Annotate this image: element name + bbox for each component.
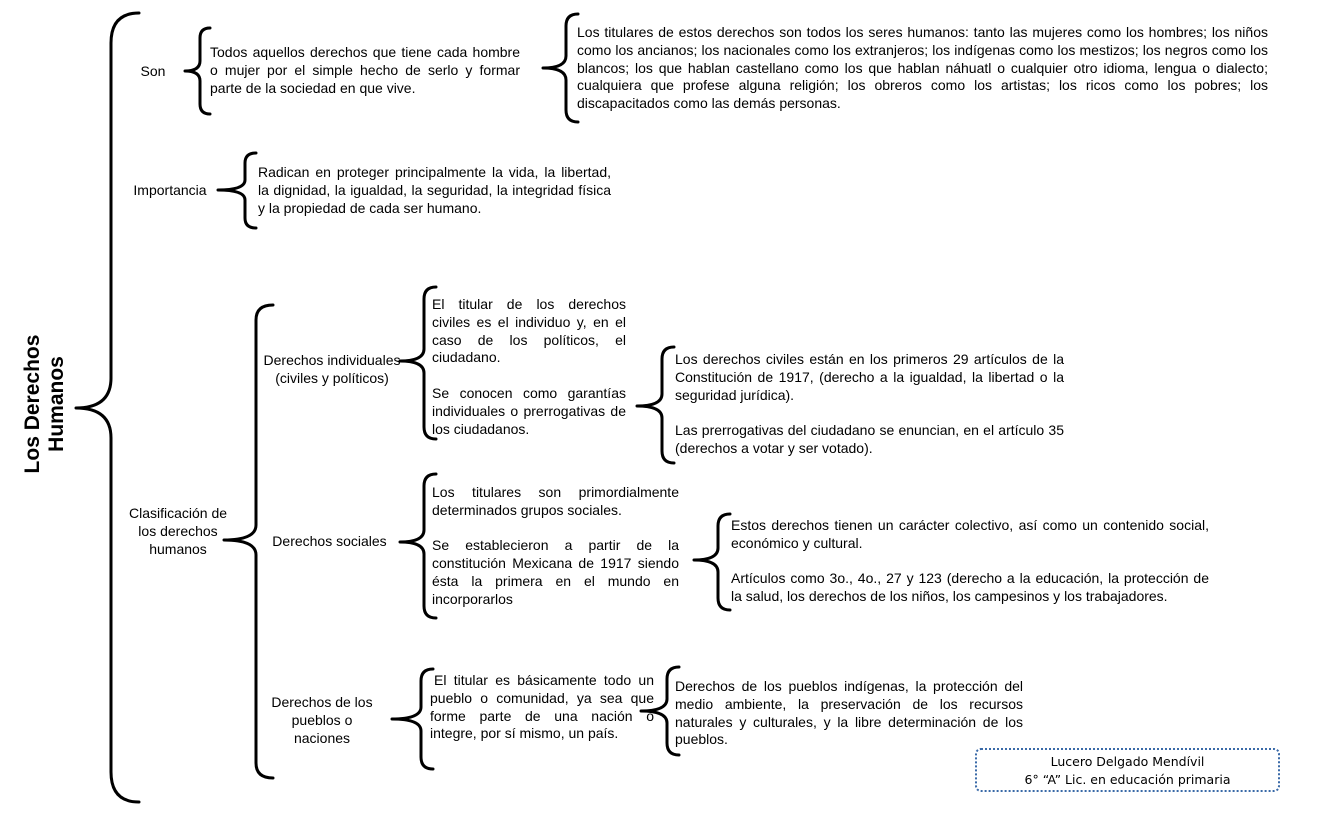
brace-individuales-extra [637, 347, 674, 463]
brace-individuales [400, 287, 436, 439]
individuales-details [432, 296, 626, 438]
brace-main [76, 13, 139, 802]
son-definition: Todos aquellos derechos que tiene cada hombre o mujer por el simple hecho de serlo y formar parte de la sociedad en que vive. [210, 44, 520, 96]
sociales-detail-2: Se establecieron a partir de la constitución Mexicana de 1917 siendo ésta la primera en el mundo en incorporarlos [432, 537, 679, 607]
author-course: 6° “A” Lic. en educación primaria [1024, 772, 1231, 787]
label-derechos-sociales: Derechos sociales [272, 533, 387, 549]
sociales-details [432, 484, 679, 609]
brace-son-holders [543, 14, 578, 122]
label-derechos-pueblos: Derechos de los pueblos o naciones [271, 694, 373, 746]
importancia-text: Radican en proteger principalmente la vida, la libertad, la dignidad, la igualdad, la seguridad, la integridad física y la propiedad de cada ser humano. [258, 164, 611, 216]
sociales-extra-1: Estos derechos tienen un carácter colectivo, así como un contenido social, económico y cultural. [731, 517, 1209, 551]
brace-pueblos [392, 669, 433, 769]
label-importancia: Importancia [133, 182, 207, 198]
label-son: Son [140, 63, 166, 79]
pueblos-extra: Derechos de los pueblos indígenas, la protección del medio ambiente, la preservación de los recursos naturales y culturales, y la libre determinación de los pueblos. [675, 678, 1023, 748]
label-clasificacion: Clasificación de los derechos humanos [128, 505, 228, 557]
individuales-extra [675, 351, 1064, 458]
sociales-detail-1: Los titulares son primordialmente determinados grupos sociales. [432, 484, 679, 518]
author-box [975, 748, 1280, 792]
main-title: Los Derechos Humanos [21, 334, 68, 474]
brace-importancia [218, 153, 256, 228]
pueblos-detail: El titular es básicamente todo un pueblo o comunidad, ya sea que forme parte de una nación o integre, por sí mismo, un país. [430, 672, 654, 742]
brace-sociales-extra [694, 514, 730, 610]
author-name: Lucero Delgado Mendívil [1050, 754, 1205, 769]
individuales-extra-1: Los derechos civiles están en los primeros 29 artículos de la Constitución de 1917, (derecho a la igualdad, la libertad o la seguridad jurídica). [675, 351, 1064, 403]
individuales-extra-2: Las prerrogativas del ciudadano se enuncian, en el artículo 35 (derechos a votar y ser votado). [675, 422, 1064, 456]
son-holders: Los titulares de estos derechos son todos los seres humanos: tanto las mujeres como los hombres; los niños como los ancianos; los nacionales como los extranjeros; los indígenas como los mestizos; los negros como los blancos; los que hablan castellano como los que hablan náhuatl o cualquier otro idioma, lengua o dialecto; cualquiera que profese alguna religión; los obreros como los artistas; los ricos como los pobres; los discapacitados como las demás personas. [577, 24, 1268, 112]
brace-son [185, 28, 210, 114]
sociales-extra-2: Artículos como 3o., 4o., 27 y 123 (derecho a la educación, la protección de la salud, los derechos de los niños, los campesinos y los trabajadores. [731, 570, 1209, 605]
label-derechos-individuales: Derechos individuales (civiles y políticos) [263, 352, 401, 386]
sociales-extra [731, 517, 1209, 606]
brace-sociales [400, 474, 436, 618]
individuales-detail-2: Se conocen como garantías individuales o prerrogativas de los ciudadanos. [432, 384, 626, 437]
individuales-detail-1: El titular de los derechos civiles es el individuo y, en el caso de los políticos, el ciudadano. [432, 296, 626, 366]
